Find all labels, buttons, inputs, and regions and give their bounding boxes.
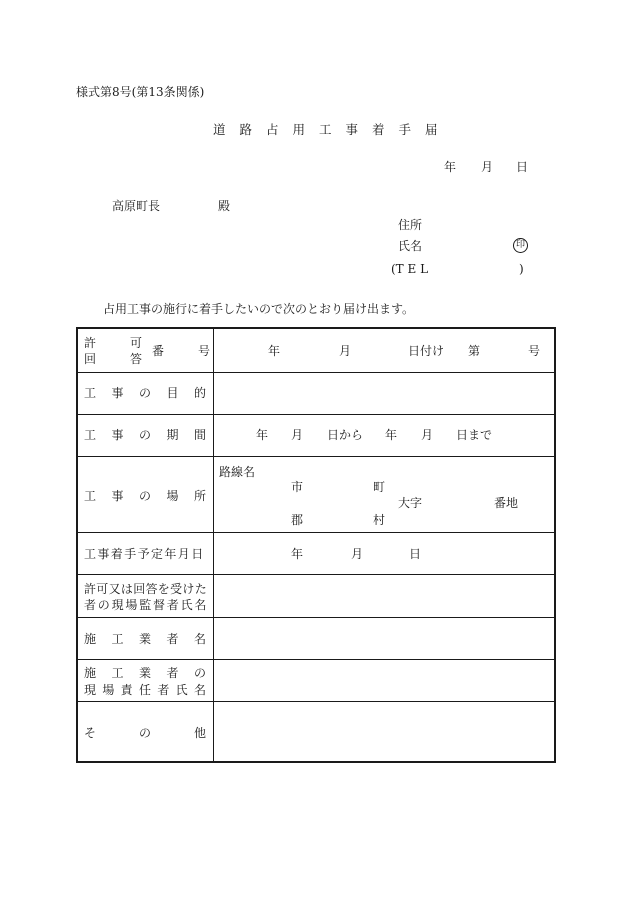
label-char: 事 (111, 428, 124, 442)
label-char: 現 (84, 683, 97, 697)
row-site-manager-label-line2 (84, 684, 206, 696)
form-title: 道路占用工事着手届 (213, 122, 452, 137)
name-label: 氏名 (398, 239, 423, 253)
label-char: 間 (193, 428, 206, 442)
permit-no-prefix: 第 (468, 344, 481, 358)
date-month: 月 (481, 160, 494, 174)
date-day: 日 (516, 160, 529, 174)
label-char: 事 (111, 386, 124, 400)
period-start-year: 年 (256, 428, 269, 442)
label-char: 場 (166, 489, 179, 503)
label-char: 回 (84, 352, 97, 366)
start-day: 日 (409, 547, 422, 561)
label-char: の (138, 386, 151, 400)
label-char: 場 (102, 683, 115, 697)
addressee-honorific: 殿 (218, 199, 231, 213)
label-char: 工 (84, 489, 97, 503)
row-divider (78, 372, 554, 373)
row-divider (78, 574, 554, 575)
county-label: 郡 (291, 513, 304, 527)
label-char: 施 (84, 666, 97, 680)
label-char: 工 (111, 632, 124, 646)
label-char: 者 (166, 666, 179, 680)
period-end-month: 月 (421, 428, 434, 442)
label-char: 他 (193, 726, 206, 740)
row-supervisor-label-line1: 許可又は回答を受けた (84, 582, 208, 596)
row-location-label (84, 490, 206, 502)
date-year: 年 (444, 160, 457, 174)
label-char: の (138, 428, 151, 442)
label-char: 答 (130, 352, 143, 366)
row-start-date-label: 工事着手予定年月日 (84, 547, 205, 561)
label-char: 目 (166, 386, 179, 400)
label-char: そ (84, 726, 97, 740)
start-year: 年 (291, 547, 304, 561)
permit-month: 月 (339, 344, 352, 358)
label-char: 名 (193, 632, 206, 646)
village-label: 村 (373, 513, 386, 527)
form-number: 様式第8号(第13条関係) (76, 85, 205, 99)
row-divider (78, 701, 554, 702)
row-site-manager-label-line1 (84, 667, 206, 679)
row-period-label (84, 429, 206, 441)
intro-text: 占用工事の施行に着手したいので次のとおり届け出ます。 (103, 302, 415, 316)
label-char: 事 (111, 489, 124, 503)
row-supervisor-label-line2: 者の現場監督者氏名 (84, 598, 209, 612)
label-char: 号 (198, 344, 211, 358)
row-other-label (84, 727, 206, 739)
lot-label: 番地 (494, 496, 519, 510)
label-char: の (138, 726, 151, 740)
column-divider (213, 329, 214, 761)
label-char: 可 (130, 336, 143, 350)
period-start-day: 日から (327, 428, 364, 442)
period-end-day: 日まで (456, 428, 493, 442)
label-char: 者 (157, 683, 170, 697)
permit-year: 年 (268, 344, 281, 358)
town-label: 町 (373, 480, 386, 494)
label-char: 任 (138, 683, 151, 697)
label-char: 期 (166, 428, 179, 442)
label-char: 番 (152, 344, 165, 358)
label-char: 工 (111, 666, 124, 680)
tel-open: (T E L (391, 262, 429, 276)
tel-close: ) (519, 262, 524, 276)
row-contractor-label (84, 633, 206, 645)
label-char: 所 (193, 489, 206, 503)
row-divider (78, 617, 554, 618)
label-char: 者 (166, 632, 179, 646)
label-char: 責 (120, 683, 133, 697)
form-table (76, 327, 556, 763)
label-char: 的 (193, 386, 206, 400)
row-purpose-label (84, 387, 206, 399)
city-label: 市 (291, 480, 304, 494)
label-char: 名 (193, 683, 206, 697)
label-char: 工 (84, 428, 97, 442)
start-month: 月 (351, 547, 364, 561)
row-divider (78, 659, 554, 660)
label-char: 許 (84, 336, 97, 350)
route-label: 路線名 (219, 465, 256, 479)
label-char: 工 (84, 386, 97, 400)
label-char: 施 (84, 632, 97, 646)
period-start-month: 月 (291, 428, 304, 442)
row-divider (78, 414, 554, 415)
seal-icon: 印 (513, 238, 528, 253)
label-char: の (193, 666, 206, 680)
row-divider (78, 532, 554, 533)
oaza-label: 大字 (398, 496, 423, 510)
permit-dated: 日付け (408, 344, 445, 358)
label-char: 氏 (175, 683, 188, 697)
permit-no-suffix: 号 (528, 344, 541, 358)
addressee-name: 高原町長 (112, 199, 161, 213)
label-char: 業 (138, 632, 151, 646)
address-label: 住所 (398, 218, 423, 232)
row-divider (78, 456, 554, 457)
period-end-year: 年 (385, 428, 398, 442)
label-char: 業 (138, 666, 151, 680)
label-char: の (138, 489, 151, 503)
